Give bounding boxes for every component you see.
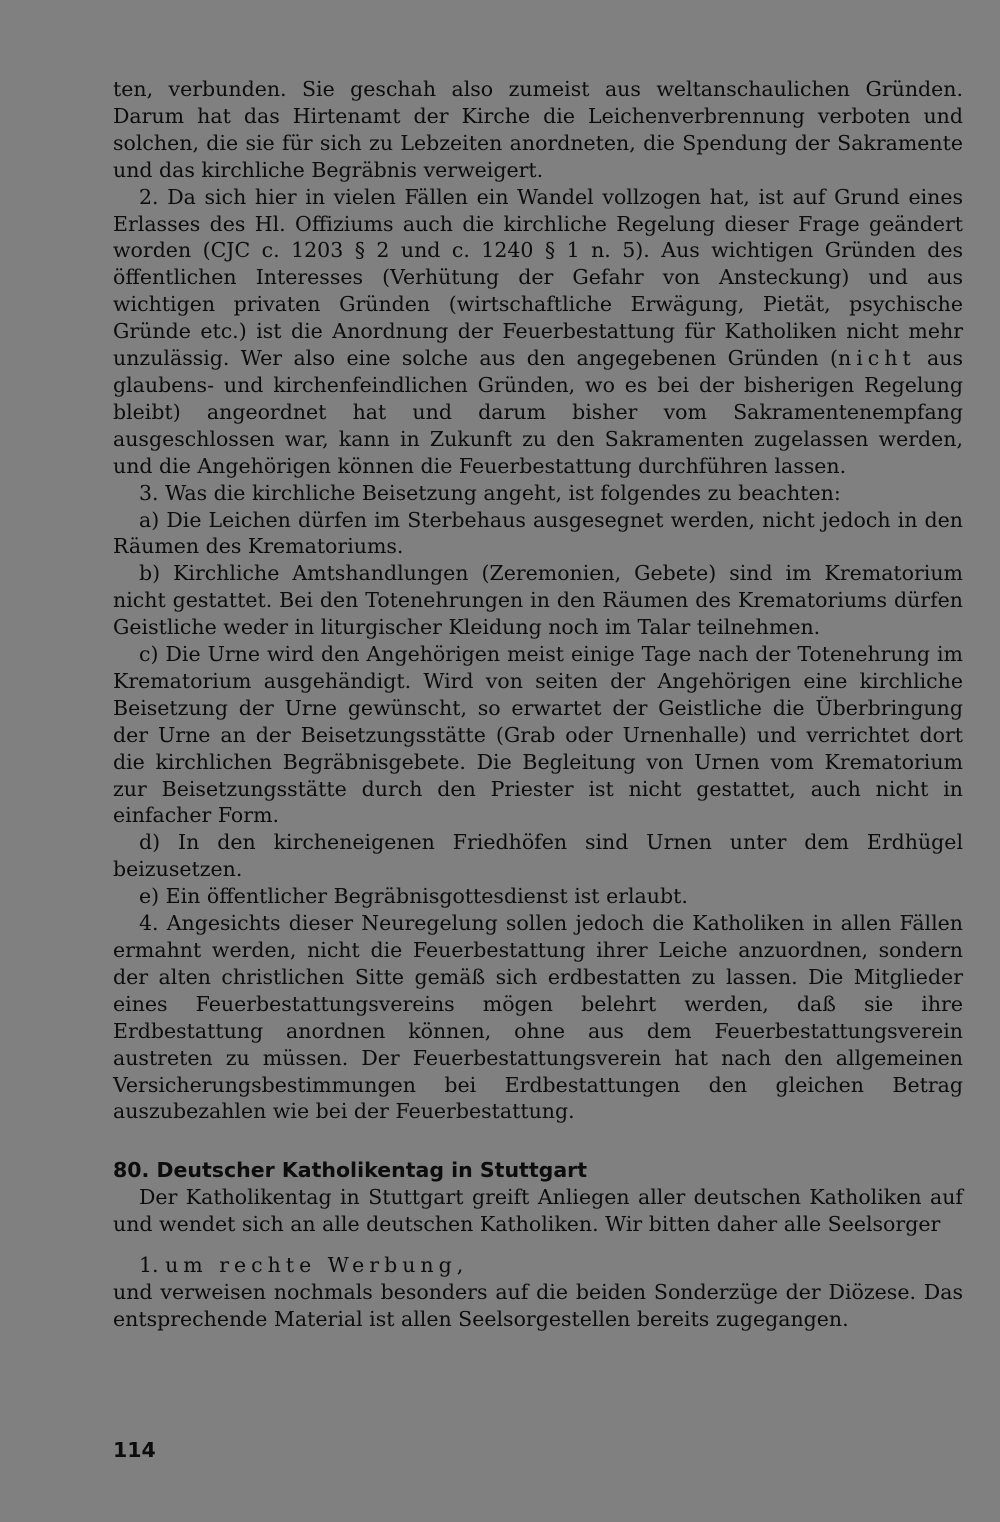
section-intro: Der Katholikentag in Stuttgart greift Anliegen aller deutschen Katholiken auf und wendet sich an alle deutschen Katholiken. Wir bitten daher alle Seelsorger	[113, 1185, 963, 1237]
document-page	[113, 76, 963, 1333]
paragraph-2-text-b: aus glaubens- und kirchenfeindlichen Gründen, wo es bei der bisherigen Regelung bleibt) angeordnet hat und darum bisher vom Sakramentenempfang ausgeschlossen war, kann in Zukunft zu den Sakramenten zugelassen werden, und die Angehörigen können die Feuerbestattung durchführen lassen.	[113, 346, 964, 478]
paragraph-3a: a) Die Leichen dürfen im Sterbehaus ausgesegnet werden, nicht jedoch in den Räumen des Krematoriums.	[113, 507, 963, 559]
emphasis-nicht: nicht	[838, 346, 916, 371]
paragraph-3b: b) Kirchliche Amtshandlungen (Zeremonien, Gebete) sind im Krematorium nicht gestattet. Bei den Totenehrungen in den Räumen des Krematoriums dürfen Geistliche weder in liturgischer Kleidung noch im Talar teilnehmen.	[113, 561, 963, 640]
paragraph-4: 4. Angesichts dieser Neuregelung sollen jedoch die Katholiken in allen Fällen ermahnt werden, nicht die Feuerbestattung ihrer Leiche anzuordnen, sondern der alten christlichen Sitte gemäß sich erdbestatten zu lassen. Die Mitglieder eines Feuerbestattungsvereins mögen belehrt werden, daß sie ihre Erdbestattung anordnen können, ohne aus dem Feuerbestattungsverein austreten zu müssen. Der Feuerbestattungsverein hat nach den allgemeinen Versicherungsbestimmungen bei Erdbestattungen den gleichen Betrag auszubezahlen wie bei der Feuerbestattung.	[113, 911, 963, 1124]
list-item-1-text: und verweisen nochmals besonders auf die beiden Sonderzüge der Diözese. Das entsprechende Material ist allen Seelsorgestellen bereits zugegangen.	[113, 1279, 963, 1331]
paragraph-3c: c) Die Urne wird den Angehörigen meist einige Tage nach der Totenehrung im Krematorium ausgehändigt. Wird von seiten der Angehörigen eine kirchliche Beisetzung der Urne gewünscht, so erwartet der Geistliche die Überbringung der Urne an der Beisetzungsstätte (Grab oder Urnenhalle) und verrichtet dort die kirchlichen Begräbnisgebete. Die Begleitung von Urnen vom Krematorium zur Beisetzungsstätte durch den Priester ist nicht gestattet, auch nicht in einfacher Form.	[113, 642, 963, 828]
paragraph-3: 3. Was die kirchliche Beisetzung angeht, ist folgendes zu beachten:	[139, 480, 841, 505]
page-number: 114	[113, 1438, 156, 1462]
paragraph-3d: d) In den kircheneigenen Friedhöfen sind Urnen unter dem Erdhügel beizusetzen.	[113, 830, 963, 882]
list-item-1-title	[113, 1252, 963, 1279]
section-spacer	[113, 1125, 963, 1157]
paragraph-2	[113, 184, 963, 480]
list-item-1-heading: um rechte Werbung,	[165, 1253, 469, 1278]
paragraph-3e: e) Ein öffentlicher Begräbnisgottesdienst ist erlaubt.	[139, 884, 688, 909]
list-item-1-number: 1.	[139, 1253, 159, 1278]
paragraph-2-text-a: 2. Da sich hier in vielen Fällen ein Wandel vollzogen hat, ist auf Grund eines Erlasses des Hl. Offiziums auch die kirchliche Regelung dieser Frage geändert worden (CJC c. 1203 § 2 und c. 1240 § 1 n. 5). Aus wichtigen Gründen des öffentlichen Interesses (Verhütung der Gefahr von Ansteckung) und aus wichtigen privaten Gründen (wirtschaftliche Erwägung, Pietät, psychische Gründe etc.) ist die Anordnung der Feuerbestattung für Katholiken nicht mehr unzulässig. Wer also eine solche aus den angegebenen Gründen (	[113, 184, 963, 371]
continuation-paragraph: ten, verbunden. Sie geschah also zumeist aus weltanschaulichen Gründen. Darum hat das Hirtenamt der Kirche die Leichenverbrennung verboten und solchen, die sie für sich zu Lebzeiten anordneten, die Spendung der Sakramente und das kirchliche Begräbnis verweigert.	[113, 77, 963, 182]
section-heading: 80. Deutscher Katholikentag in Stuttgart	[113, 1158, 588, 1183]
